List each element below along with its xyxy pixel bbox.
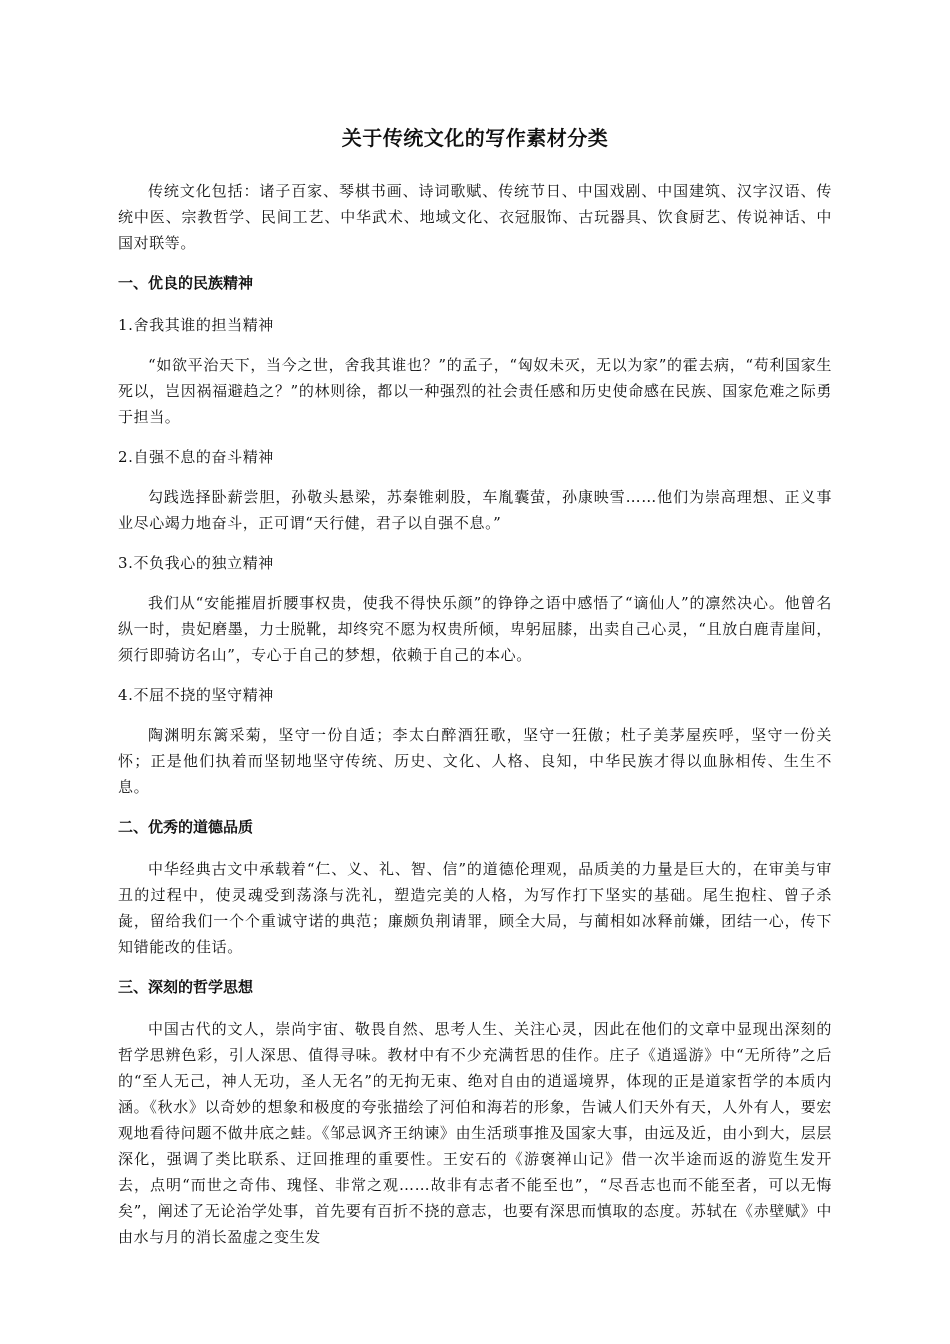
- subsection-paragraph-1-2: 勾践选择卧薪尝胆，孙敬头悬梁，苏秦锥刺股，车胤囊萤，孙康映雪……他们为崇高理想、正义事业尽心竭力地奋斗，正可谓“天行健，君子以自强不息。”: [118, 488, 832, 532]
- intro-paragraph: 传统文化包括：诸子百家、琴棋书画、诗词歌赋、传统节日、中国戏剧、中国建筑、汉字汉语、传统中医、宗教哲学、民间工艺、中华武术、地域文化、衣冠服饰、古玩器具、饮食厨艺、传说神话、中国对联等。: [118, 182, 832, 252]
- section-heading-1: 一、优良的民族精神: [118, 274, 254, 292]
- subsection-heading-1-2: 2.自强不息的奋斗精神: [118, 448, 274, 466]
- document-page: [118, 118, 832, 1264]
- subsection-heading-1-3: 3.不负我心的独立精神: [118, 554, 274, 572]
- subsection-heading-1-4: 4.不屈不挠的坚守精神: [118, 686, 274, 704]
- subsection-paragraph-1-3: 我们从“安能摧眉折腰事权贵，使我不得快乐颜”的铮铮之语中感悟了“谪仙人”的凛然决心。他曾名纵一时，贵妃磨墨，力士脱靴，却终究不愿为权贵所倾，卑躬屈膝，出卖自己心灵，“且放白鹿青崖间，须行即骑访名山”，专心于自己的梦想，依赖于自己的本心。: [118, 594, 832, 664]
- subsection-paragraph-1-1: “如欲平治天下，当今之世，舍我其谁也？”的孟子，“匈奴未灭，无以为家”的霍去病，“苟利国家生死以，岂因祸福避趋之？”的林则徐，都以一种强烈的社会责任感和历史使命感在民族、国家危难之际勇于担当。: [118, 356, 832, 426]
- document-title: 关于传统文化的写作素材分类: [341, 126, 609, 150]
- section-heading-2: 二、优秀的道德品质: [118, 818, 254, 836]
- section-heading-3: 三、深刻的哲学思想: [118, 978, 254, 996]
- section-paragraph-3: 中国古代的文人，崇尚宇宙、敬畏自然、思考人生、关注心灵，因此在他们的文章中显现出深刻的哲学思辨色彩，引人深思、值得寻味。教材中有不少充满哲思的佳作。庄子《逍遥游》中“无所待”之后的“至人无己，神人无功，圣人无名”的无拘无束、绝对自由的逍遥境界，体现的正是道家哲学的本质内涵。《秋水》以奇妙的想象和极度的夸张描绘了河伯和海若的形象，告诫人们天外有天，人外有人，要宏观地看待问题不做井底之蛙。《邹忌讽齐王纳谏》由生活琐事推及国家大事，由远及近，由小到大，层层深化，强调了类比联系、迂回推理的重要性。王安石的《游褒禅山记》借一次半途而返的游览生发开去，点明“而世之奇伟、瑰怪、非常之观……故非有志者不能至也”，“尽吾志也而不能至者，可以无悔矣”，阐述了无论治学处事，首先要有百折不挠的意志，也要有深思而慎取的态度。苏轼在《赤壁赋》中由水与月的消长盈虚之变生发: [118, 1020, 832, 1246]
- subsection-paragraph-1-4: 陶渊明东篱采菊，坚守一份自适；李太白醉酒狂歌，坚守一狂傲；杜子美茅屋疾呼，坚守一份关怀；正是他们执着而坚韧地坚守传统、历史、文化、人格、良知，中华民族才得以血脉相传、生生不息。: [118, 726, 832, 796]
- section-paragraph-2: 中华经典古文中承载着“仁、义、礼、智、信”的道德伦理观，品质美的力量是巨大的，在审美与审丑的过程中，使灵魂受到荡涤与洗礼，塑造完美的人格，为写作打下坚实的基础。尾生抱柱、曾子杀彘，留给我们一个个重诚守诺的典范；廉颇负荆请罪，顾全大局，与蔺相如冰释前嫌，团结一心，传下知错能改的佳话。: [118, 860, 832, 956]
- subsection-heading-1-1: 1.舍我其谁的担当精神: [118, 316, 274, 334]
